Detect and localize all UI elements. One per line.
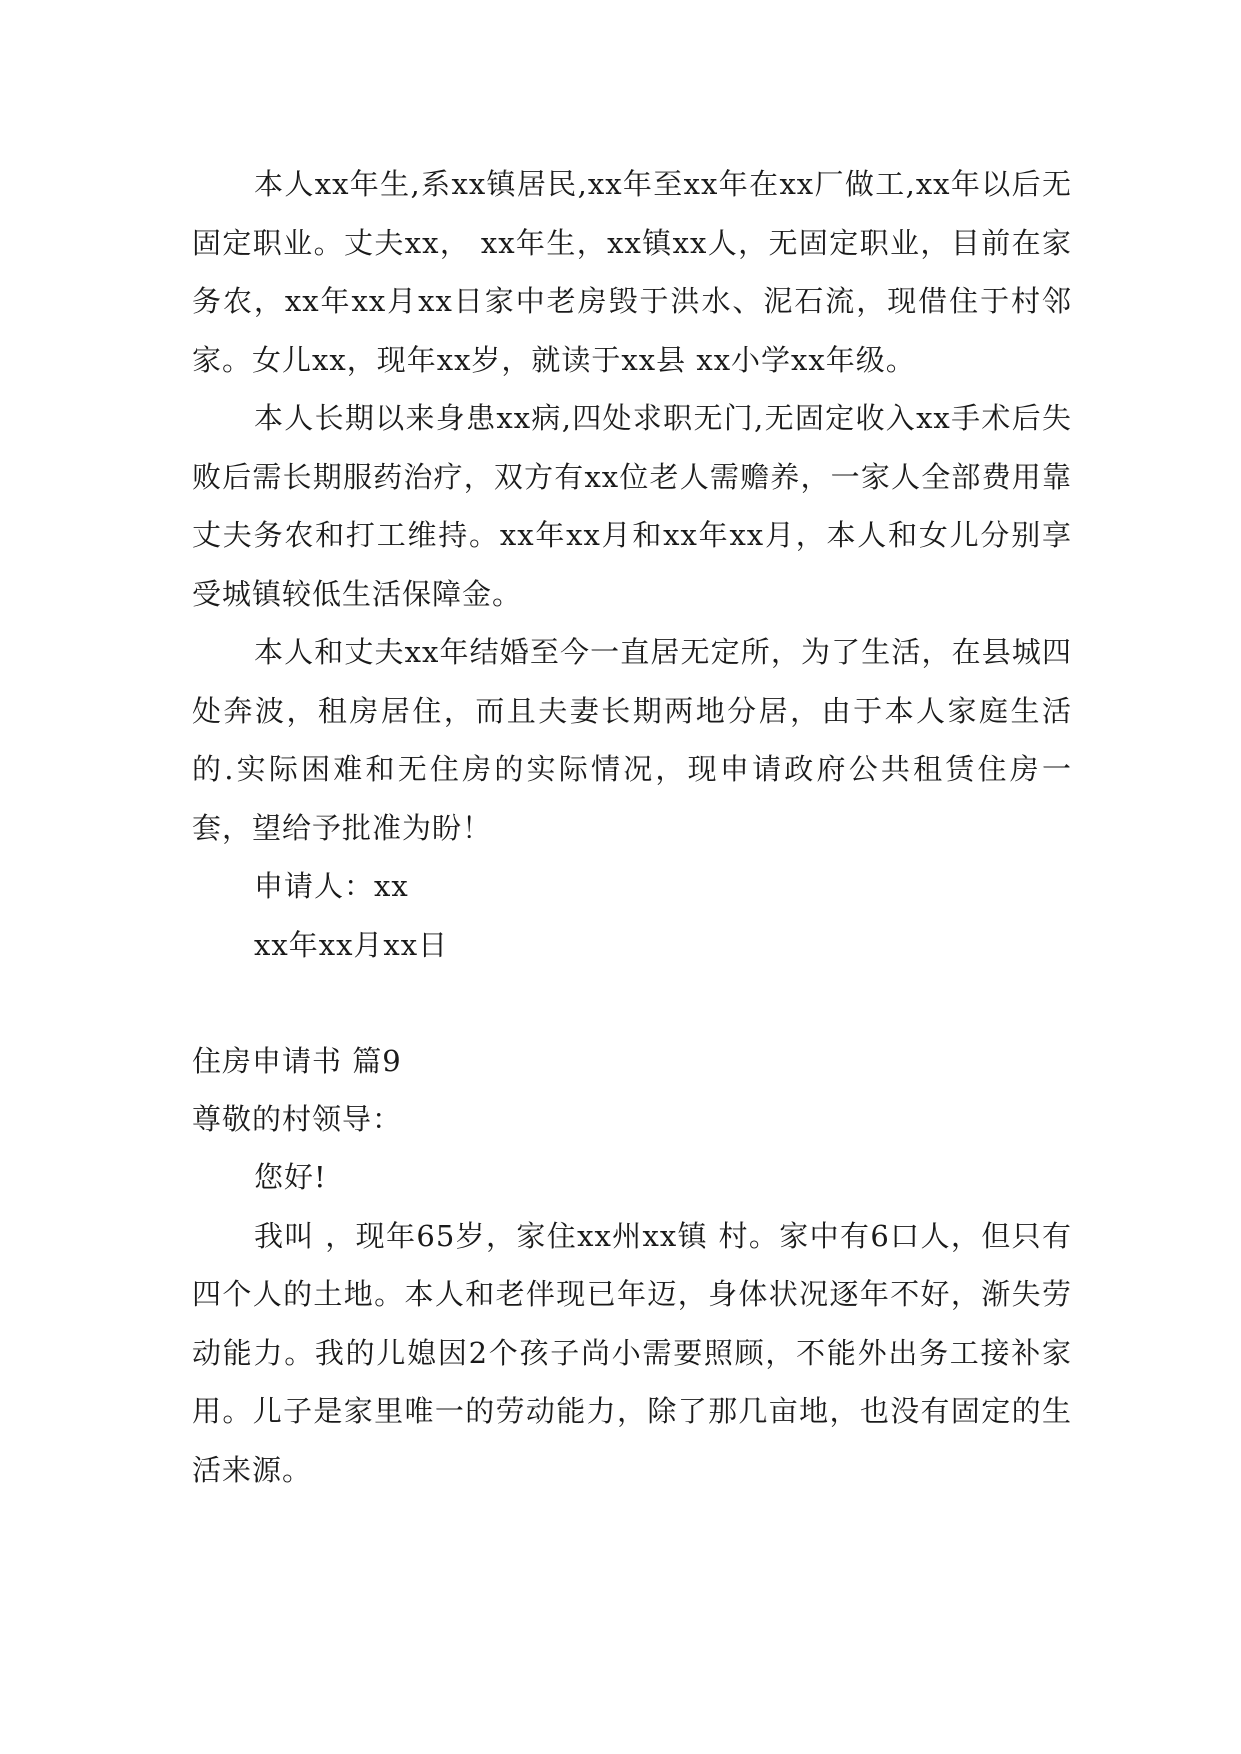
salutation: 尊敬的村领导： (192, 1102, 403, 1136)
document-page (192, 155, 1072, 1499)
body-paragraph: 本人xx年生,系xx镇居民,xx年至xx年在xx厂做工,xx年以后无固定职业。丈夫xx， xx年生，xx镇xx人，无固定职业，目前在家务农，xx年xx月xx日家中老房毁于洪水、泥石流，现借住于村邻家。女儿xx，现年xx岁，就读于xx县 xx小学xx年级。 (192, 167, 1072, 377)
applicant-signature: 申请人：xx (254, 869, 409, 903)
body-paragraph: 我叫 ，现年65岁，家住xx州xx镇 村。家中有6口人，但只有四个人的土地。本人和老伴现已年迈，身体状况逐年不好，渐失劳动能力。我的儿媳因2个孩子尚小需要照顾，不能外出务工接补家用。儿子是家里唯一的劳动能力，除了那几亩地，也没有固定的生活来源。 (192, 1218, 1072, 1487)
signature-date: xx年xx月xx日 (254, 927, 449, 962)
section-8-body (192, 155, 1072, 974)
body-paragraph: 本人和丈夫xx年结婚至今一直居无定所，为了生活，在县城四处奔波，租房居住，而且夫妻长期两地分居，由于本人家庭生活的.实际困难和无住房的实际情况，现申请政府公共租赁住房一套，望给予批准为盼！ (192, 635, 1072, 845)
greeting: 您好! (254, 1160, 327, 1194)
section-9 (192, 1032, 1072, 1499)
body-paragraph: 本人长期以来身患xx病,四处求职无门,无固定收入xx手术后失败后需长期服药治疗，双方有xx位老人需赡养，一家人全部费用靠丈夫务农和打工维持。xx年xx月和xx年xx月，本人和女儿分别享受城镇较低生活保障金。 (192, 401, 1072, 611)
section-title: 住房申请书 篇9 (192, 1044, 402, 1078)
section-gap (192, 974, 1072, 1032)
